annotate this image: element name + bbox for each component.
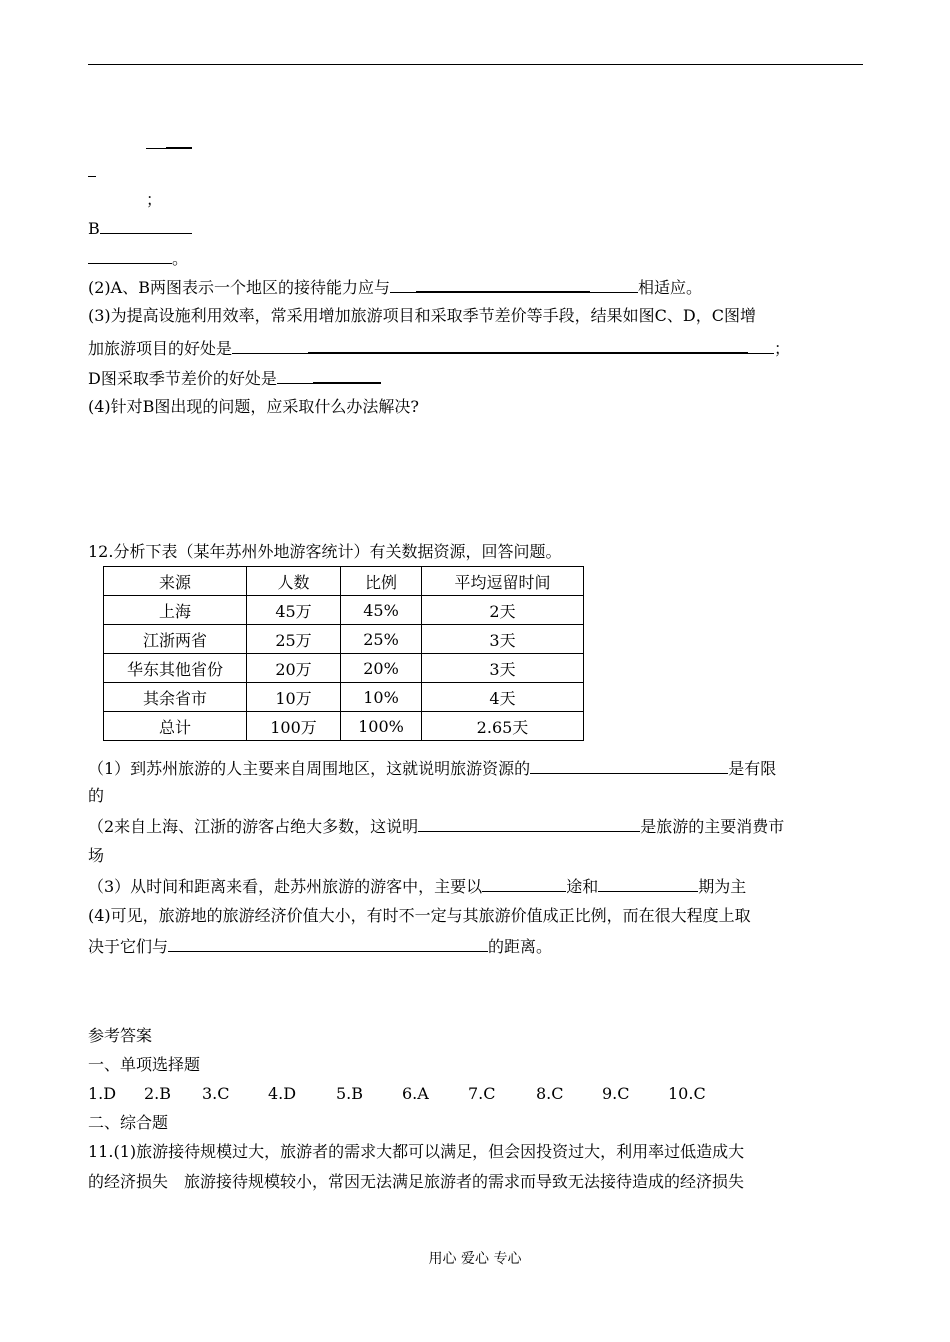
q11-part2 <box>88 276 702 298</box>
q11-part3-line2 <box>88 337 790 359</box>
table-cell: 10万 <box>247 683 341 712</box>
table-cell: 2天 <box>422 596 584 625</box>
table-cell: 4天 <box>422 683 584 712</box>
table-cell: 2.65天 <box>422 712 584 741</box>
q12-part2-line1 <box>88 816 784 837</box>
table-row <box>104 625 584 654</box>
q12-part1-suffix: 是有限 <box>728 759 777 778</box>
answer-choice: 9.C <box>602 1084 630 1103</box>
q12-part3-suffix: 期为主 <box>698 877 747 896</box>
answer-choice: 7.C <box>468 1084 496 1103</box>
table-cell: 100万 <box>247 712 341 741</box>
table-cell: 20% <box>341 654 422 683</box>
header-cell: 人数 <box>247 567 341 596</box>
header-cell: 来源 <box>104 567 247 596</box>
answer-choice: 1.D <box>88 1084 117 1103</box>
table-cell: 上海 <box>104 596 247 625</box>
answers-section1: 一、单项选择题 <box>88 1055 201 1074</box>
header-rule <box>88 64 863 65</box>
q11-part3-line3-prefix: D图采取季节差价的好处是 <box>88 369 277 388</box>
table-cell: 总计 <box>104 712 247 741</box>
table-cell: 江浙两省 <box>104 625 247 654</box>
answer-choice: 4.D <box>268 1084 297 1103</box>
period-line <box>88 248 188 269</box>
q12-part4-prefix: 决于它们与 <box>88 937 169 956</box>
q12-part4-line1: (4)可见，旅游地的旅游经济价值大小，有时不一定与其旅游价值成正比例，而在很大程度上取 <box>88 906 751 925</box>
b-label-line <box>88 218 192 239</box>
table-cell: 其余省市 <box>104 683 247 712</box>
table-cell: 20万 <box>247 654 341 683</box>
b-label: B <box>88 219 100 238</box>
table-cell: 45% <box>341 596 422 625</box>
q12-part1-line1 <box>88 758 776 779</box>
blank-fragment-1 <box>146 132 192 154</box>
table-cell: 100% <box>341 712 422 741</box>
answer-choice: 8.C <box>536 1084 564 1103</box>
table-cell: 25万 <box>247 625 341 654</box>
q12-part1-line2: 的 <box>88 786 105 805</box>
q12-part2-prefix: （2来自上海、江浙的游客占绝大多数，这说明 <box>88 817 419 836</box>
table-row <box>104 683 584 712</box>
q12-part2-suffix: 是旅游的主要消费市 <box>640 817 785 836</box>
q11-part3-line2-prefix: 加旅游项目的好处是 <box>88 339 233 358</box>
answer-q11-line2: 的经济损失 旅游接待规模较小，常因无法满足旅游者的需求而导致无法接待造成的经济损失 <box>88 1172 745 1191</box>
semicolon-fragment: ； <box>146 190 163 209</box>
q11-part4: (4)针对B图出现的问题，应采取什么办法解决? <box>88 397 420 416</box>
q12-title: 12.分析下表（某年苏州外地游客统计）有关数据资源，回答问题。 <box>88 542 562 561</box>
period: 。 <box>172 249 189 268</box>
answer-choice: 10.C <box>668 1084 706 1103</box>
q11-part3-line2-suffix: ； <box>774 339 791 358</box>
answers-section2: 二、综合题 <box>88 1113 169 1132</box>
q11-part2-prefix: (2)A、B两图表示一个地区的接待能力应与 <box>88 278 390 297</box>
header-cell: 比例 <box>341 567 422 596</box>
table-header-row <box>104 567 584 596</box>
table-cell: 10% <box>341 683 422 712</box>
table-cell: 3天 <box>422 625 584 654</box>
table-row <box>104 596 584 625</box>
table-cell: 25% <box>341 625 422 654</box>
q12-part4-suffix: 的距离。 <box>488 937 553 956</box>
q12-part2-line2: 场 <box>88 846 105 865</box>
answer-choice: 2.B <box>144 1084 172 1103</box>
q12-part3 <box>88 876 746 897</box>
answer-choice: 5.B <box>336 1084 364 1103</box>
page-footer: 用心 爱心 专心 <box>428 1251 522 1267</box>
table-cell: 3天 <box>422 654 584 683</box>
table-cell: 华东其他省份 <box>104 654 247 683</box>
q12-part4-line2 <box>88 936 552 957</box>
header-cell: 平均逗留时间 <box>422 567 584 596</box>
q12-part3-prefix: （3）从时间和距离来看，赴苏州旅游的游客中，主要以 <box>88 877 483 896</box>
q11-part2-suffix: 相适应。 <box>637 278 702 297</box>
answer-choice: 3.C <box>202 1084 230 1103</box>
tourist-stats-table <box>103 566 584 741</box>
answer-choice: 6.A <box>402 1084 429 1103</box>
q12-part1-prefix: （1）到苏州旅游的人主要来自周围地区，这就说明旅游资源的 <box>88 759 531 778</box>
answer-q11-line1: 11.(1)旅游接待规模过大，旅游者的需求大都可以满足，但会因投资过大，利用率过低造成大 <box>88 1142 745 1161</box>
table-row <box>104 712 584 741</box>
answers-heading: 参考答案 <box>88 1026 153 1045</box>
table-row <box>104 654 584 683</box>
table-cell: 45万 <box>247 596 341 625</box>
q11-part3-line1: (3)为提高设施利用效率，常采用增加旅游项目和采取季节差价等手段，结果如图C、D，C图增 <box>88 306 756 325</box>
blank-fragment-2 <box>88 161 96 182</box>
q11-part3-line3 <box>88 367 381 389</box>
q12-part3-mid: 途和 <box>566 877 599 896</box>
